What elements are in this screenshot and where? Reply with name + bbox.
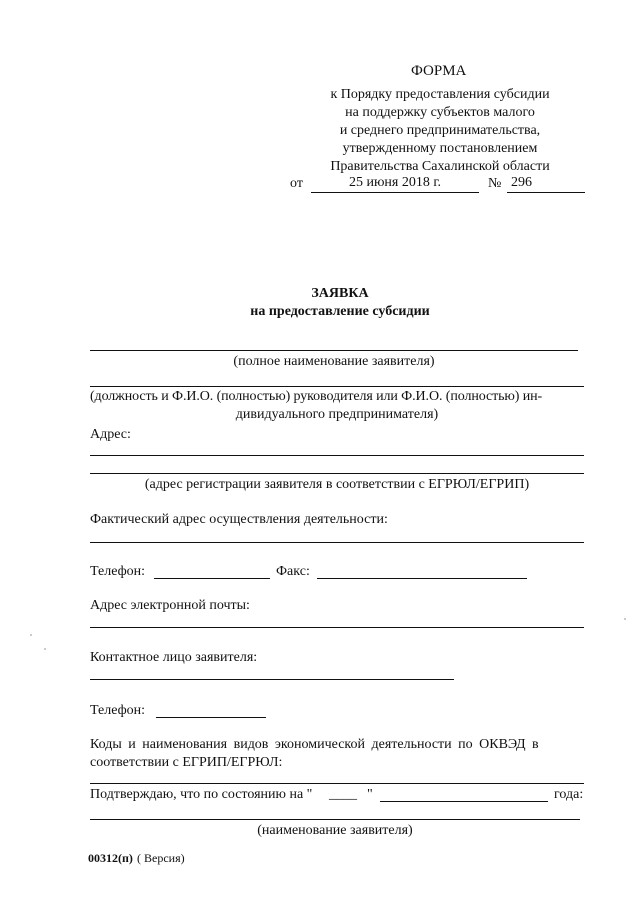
confirm-prefix: Подтверждаю, что по состоянию на " [90, 787, 313, 802]
actual-address-label: Фактический адрес осуществления деятельности: [90, 512, 388, 527]
number-label: № [488, 176, 502, 191]
footer-code: 00312(п) [88, 851, 133, 865]
confirm-name-line [90, 819, 580, 820]
decree-number-underline [507, 192, 585, 193]
registration-caption: (адрес регистрации заявителя в соответствии с ЕГРЮЛ/ЕГРИП) [144, 477, 530, 492]
contact-label: Контактное лицо заявителя: [90, 650, 258, 665]
address-line-1 [90, 455, 584, 456]
header-line-1: к Порядку предоставления субсидии [330, 87, 550, 102]
contact-phone-line [156, 717, 266, 718]
header-line-2: на поддержку субъектов малого [345, 105, 535, 120]
document-subtitle: на предоставление субсидии [250, 304, 430, 319]
header-line-3: и среднего предпринимательства, [339, 123, 541, 138]
decree-date: 25 июня 2018 г. [348, 175, 442, 190]
confirm-date-line [380, 801, 548, 802]
confirm-quote: " [367, 787, 373, 802]
confirm-suffix: года: [554, 787, 584, 802]
address-line-2 [90, 473, 584, 474]
applicant-name-caption-2: (наименование заявителя) [257, 823, 413, 838]
phone-label: Телефон: [90, 564, 146, 579]
email-line [90, 627, 584, 628]
address-label: Адрес: [90, 427, 131, 442]
footer-version: ( Версия) [137, 851, 185, 865]
head-caption-line-2: дивидуального предпринимателя) [235, 407, 439, 422]
okved-line-1: Коды и наименования видов экономической деятельности по ОКВЭД в [90, 737, 539, 752]
email-label: Адрес электронной почты: [90, 598, 250, 613]
head-caption-line-1: (должность и Ф.И.О. (полностью) руководителя или Ф.И.О. (полностью) ин- [90, 389, 543, 404]
fax-label: Факс: [276, 564, 310, 579]
fax-line [317, 578, 527, 579]
contact-line [90, 679, 454, 680]
head-name-line [90, 386, 584, 387]
form-label: ФОРМА [411, 63, 467, 79]
applicant-name-line [90, 350, 578, 351]
okved-line [90, 783, 584, 784]
phone-line [154, 578, 270, 579]
header-line-4: утвержденному постановлением [342, 141, 538, 156]
okved-line-2: соответствии с ЕГРИП/ЕГРЮЛ: [90, 755, 283, 770]
contact-phone-label: Телефон: [90, 703, 146, 718]
decree-number: 296 [511, 175, 532, 190]
actual-address-line [90, 542, 584, 543]
ot-label: от [290, 176, 303, 191]
scan-speck [624, 618, 626, 620]
document-title: ЗАЯВКА [311, 286, 369, 301]
scan-speck [30, 634, 32, 636]
confirm-day-blank: ____ [329, 787, 357, 802]
applicant-name-caption: (полное наименование заявителя) [233, 354, 435, 369]
scan-speck [44, 648, 46, 650]
decree-date-underline [311, 192, 479, 193]
header-line-5: Правительства Сахалинской области [330, 159, 550, 174]
